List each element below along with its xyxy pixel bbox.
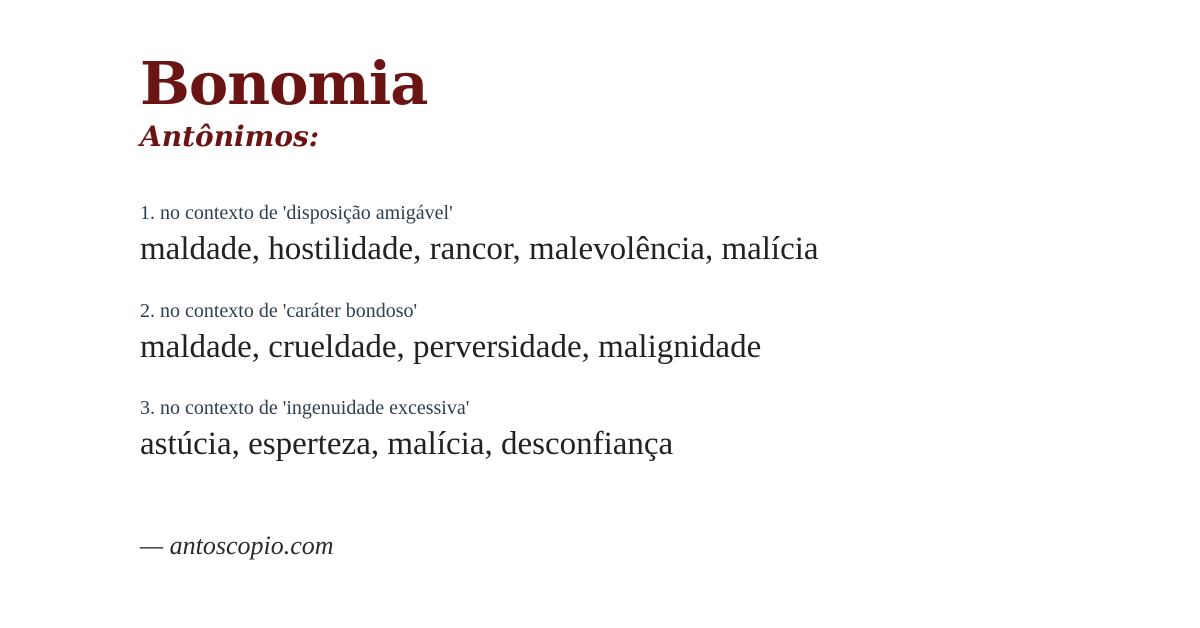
entry-1 — [140, 201, 1200, 270]
entry-3 — [140, 396, 1200, 465]
entry-2-context: 2. no contexto de 'caráter bondoso' — [140, 299, 418, 322]
entry-1-context: 1. no contexto de 'disposição amigável' — [140, 202, 453, 225]
entry-2 — [140, 299, 1200, 368]
section-label: Antônimos: — [140, 119, 320, 153]
word-title: Bonomia — [140, 49, 428, 118]
entries-list — [140, 201, 1200, 465]
entry-2-antonyms: maldade, crueldade, perversidade, malignidade — [140, 328, 762, 365]
entry-3-context: 3. no contexto de 'ingenuidade excessiva' — [140, 396, 470, 419]
entry-1-antonyms: maldade, hostilidade, rancor, malevolência, malícia — [140, 231, 819, 268]
entry-3-antonyms: astúcia, esperteza, malícia, desconfiança — [140, 425, 674, 462]
source-attribution: — antoscopio.com — [140, 531, 334, 560]
